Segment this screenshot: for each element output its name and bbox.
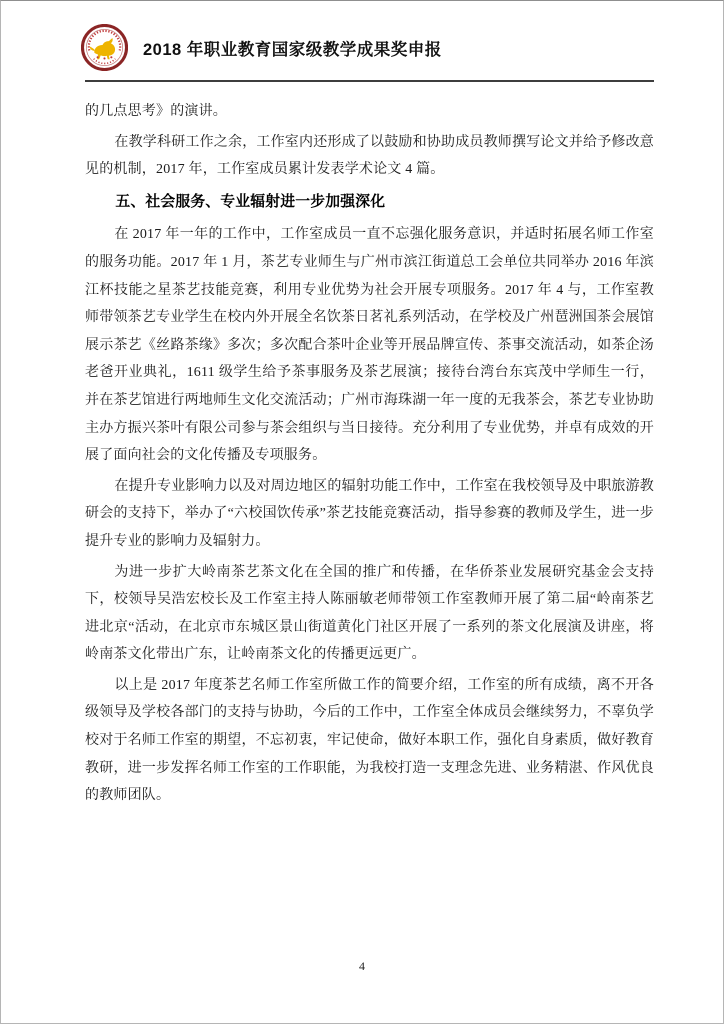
page-header — [1, 1, 723, 71]
paragraph: 以上是 2017 年度茶艺名师工作室所做工作的简要介绍，工作室的所有成绩，离不开各级领导及学校各部门的支持与协助，今后的工作中，工作室全体成员会继续努力，不辜负学校对于名师工作室的期望，不忘初衷，牢记使命，做好本职工作，强化自身素质，做好教育教研，进一步发挥名师工作室的工作职能，为我校打造一支理念先进、业务精湛、作风优良的教师团队。 — [85, 677, 654, 804]
paragraph: 在 2017 年一年的工作中，工作室成员一直不忘强化服务意识，并适时拓展名师工作室的服务功能。2017 年 1 月，茶艺专业师生与广州市滨江街道总工会单位共同举办 2016 年滨江杯技能之星茶艺技能竞赛，利用专业优势为社会开展专项服务。2017 年 4 与，工作室教师带领茶艺专业学生在校内外开展全名饮茶日茗礼系列活动，在学校及广州琶洲国茶会展馆展示茶艺《丝路茶缘》多次；多次配合茶叶企业等开展品牌宣传、茶事交流活动，如茶企汤老爸开业典礼，1611 级学生给予茶事服务及茶艺展演；接待台湾台东宾茂中学师生一行，并在茶艺馆进行两地师生文化交流活动；广州市海珠湖一年一度的无我茶会，茶艺专业协助主办方振兴茶叶有限公司参与茶会组织与当日接待。充分利用了专业优势，并卓有成效的开展了面向社会的文化传播及专项服务。 — [85, 227, 654, 464]
paragraph: 的几点思考》的演讲。 — [85, 104, 227, 119]
school-seal-icon — [81, 24, 128, 71]
paragraph: 为进一步扩大岭南茶艺茶文化在全国的推广和传播，在华侨茶业发展研究基金会支持下，校领导吴浩宏校长及工作室主持人陈丽敏老师带领工作室教师开展了第二届“岭南茶艺进北京“活动，在北京市东城区景山街道黄化门社区开展了一系列的茶文化展演及讲座，将岭南茶文化带出广东，让岭南茶文化的传播更远更广。 — [85, 564, 654, 663]
paragraph: 在教学科研工作之余，工作室内还形成了以鼓励和协助成员教师撰写论文并给予修改意见的机制，2017 年，工作室成员累计发表学术论文 4 篇。 — [85, 134, 654, 178]
page-title: 2018 年职业教育国家级教学成果奖申报 — [143, 40, 442, 59]
section-heading: 五、社会服务、专业辐射进一步加强深化 — [115, 193, 386, 210]
document-body — [1, 82, 723, 810]
page-number: 4 — [359, 959, 365, 973]
paragraph: 在提升专业影响力以及对周边地区的辐射功能工作中，工作室在我校领导及中职旅游教研会的支持下，举办了“六校国饮传承”茶艺技能竞赛活动，指导参赛的教师及学生，进一步提升专业的影响力及辐射力。 — [85, 478, 654, 549]
